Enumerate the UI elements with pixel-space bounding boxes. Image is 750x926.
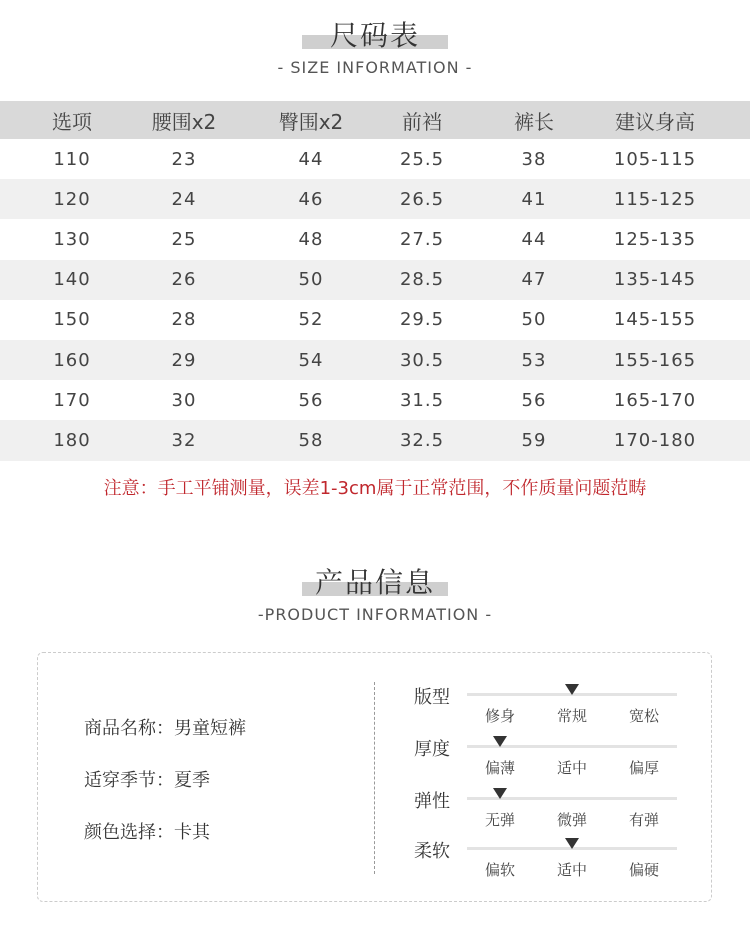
table-cell: 38	[521, 148, 547, 170]
attribute-option: 修身	[484, 707, 515, 725]
selected-marker-icon	[565, 684, 579, 695]
size-subtitle: - SIZE INFORMATION -	[277, 58, 473, 77]
measurement-note: 注意：手工平铺测量，误差1-3cm属于正常范围，不作质量问题范畴	[103, 478, 647, 499]
table-cell: 29.5	[399, 309, 445, 331]
table-cell: 130	[53, 228, 91, 250]
selected-marker-icon	[493, 736, 507, 747]
attribute-option: 偏薄	[484, 759, 515, 777]
attribute-option: 无弹	[484, 811, 515, 829]
table-cell: 145-155	[613, 309, 697, 331]
size-table	[0, 101, 750, 461]
attribute-label: 弹性	[414, 791, 450, 812]
card-divider	[374, 682, 375, 874]
attribute-label: 厚度	[414, 739, 450, 760]
table-cell: 125-135	[613, 228, 697, 250]
table-cell: 25	[171, 228, 197, 250]
table-cell: 29	[171, 349, 197, 371]
table-cell: 135-145	[613, 269, 697, 291]
size-title: 尺码表	[329, 19, 420, 52]
header-cell: 腰围x2	[151, 109, 217, 134]
table-cell: 140	[53, 269, 91, 291]
attribute-option: 适中	[556, 861, 587, 879]
table-cell: 59	[521, 429, 547, 451]
table-cell: 150	[53, 309, 91, 331]
table-cell: 50	[298, 269, 324, 291]
table-row	[0, 219, 750, 259]
header-cell: 选项	[52, 109, 92, 134]
attribute-option: 有弹	[628, 811, 659, 829]
table-cell: 25.5	[399, 148, 445, 170]
table-row	[0, 340, 750, 380]
table-cell: 56	[298, 389, 324, 411]
table-cell: 41	[521, 188, 547, 210]
table-cell: 110	[53, 148, 91, 170]
header-cell: 建议身高	[615, 109, 695, 134]
table-row	[0, 260, 750, 300]
table-row	[0, 179, 750, 219]
table-cell: 52	[298, 309, 324, 331]
table-cell: 44	[298, 148, 324, 170]
table-cell: 48	[298, 228, 324, 250]
table-row	[0, 139, 750, 179]
attribute-label: 柔软	[414, 841, 450, 862]
product-title: 产品信息	[314, 566, 435, 599]
product-subtitle: -PRODUCT INFORMATION -	[257, 605, 493, 624]
table-cell: 26	[171, 269, 197, 291]
table-cell: 44	[521, 228, 547, 250]
header-cell: 前裆	[402, 109, 442, 134]
table-cell: 50	[521, 309, 547, 331]
attribute-option: 适中	[556, 759, 587, 777]
selected-marker-icon	[565, 838, 579, 849]
table-cell: 26.5	[399, 188, 445, 210]
table-row	[0, 300, 750, 340]
table-cell: 53	[521, 349, 547, 371]
attribute-option: 微弹	[556, 811, 587, 829]
product-name: 商品名称：男童短裤	[84, 718, 246, 739]
table-cell: 28.5	[399, 269, 445, 291]
attribute-option: 宽松	[628, 707, 659, 725]
table-cell: 115-125	[613, 188, 697, 210]
attribute-option: 偏软	[484, 861, 515, 879]
table-cell: 32	[171, 429, 197, 451]
table-cell: 165-170	[613, 389, 697, 411]
table-header	[0, 101, 750, 139]
table-cell: 32.5	[399, 429, 445, 451]
header-cell: 臀围x2	[278, 109, 344, 134]
table-cell: 105-115	[613, 148, 697, 170]
table-cell: 58	[298, 429, 324, 451]
table-cell: 28	[171, 309, 197, 331]
table-cell: 23	[171, 148, 197, 170]
table-cell: 160	[53, 349, 91, 371]
product-season: 适穿季节：夏季	[84, 770, 210, 791]
table-cell: 120	[53, 188, 91, 210]
table-row	[0, 420, 750, 460]
table-cell: 47	[521, 269, 547, 291]
table-cell: 170	[53, 389, 91, 411]
attribute-option: 常规	[556, 707, 587, 725]
product-color: 颜色选择：卡其	[84, 822, 210, 843]
table-cell: 180	[53, 429, 91, 451]
table-cell: 54	[298, 349, 324, 371]
table-row	[0, 380, 750, 420]
table-cell: 24	[171, 188, 197, 210]
table-cell: 30.5	[399, 349, 445, 371]
table-cell: 56	[521, 389, 547, 411]
table-cell: 27.5	[399, 228, 445, 250]
header-cell: 裤长	[514, 109, 554, 134]
table-cell: 31.5	[399, 389, 445, 411]
attribute-option: 偏硬	[628, 861, 659, 879]
selected-marker-icon	[493, 788, 507, 799]
table-cell: 46	[298, 188, 324, 210]
table-cell: 30	[171, 389, 197, 411]
attribute-option: 偏厚	[628, 759, 659, 777]
attribute-label: 版型	[414, 687, 450, 708]
table-cell: 170-180	[613, 429, 697, 451]
table-cell: 155-165	[613, 349, 697, 371]
